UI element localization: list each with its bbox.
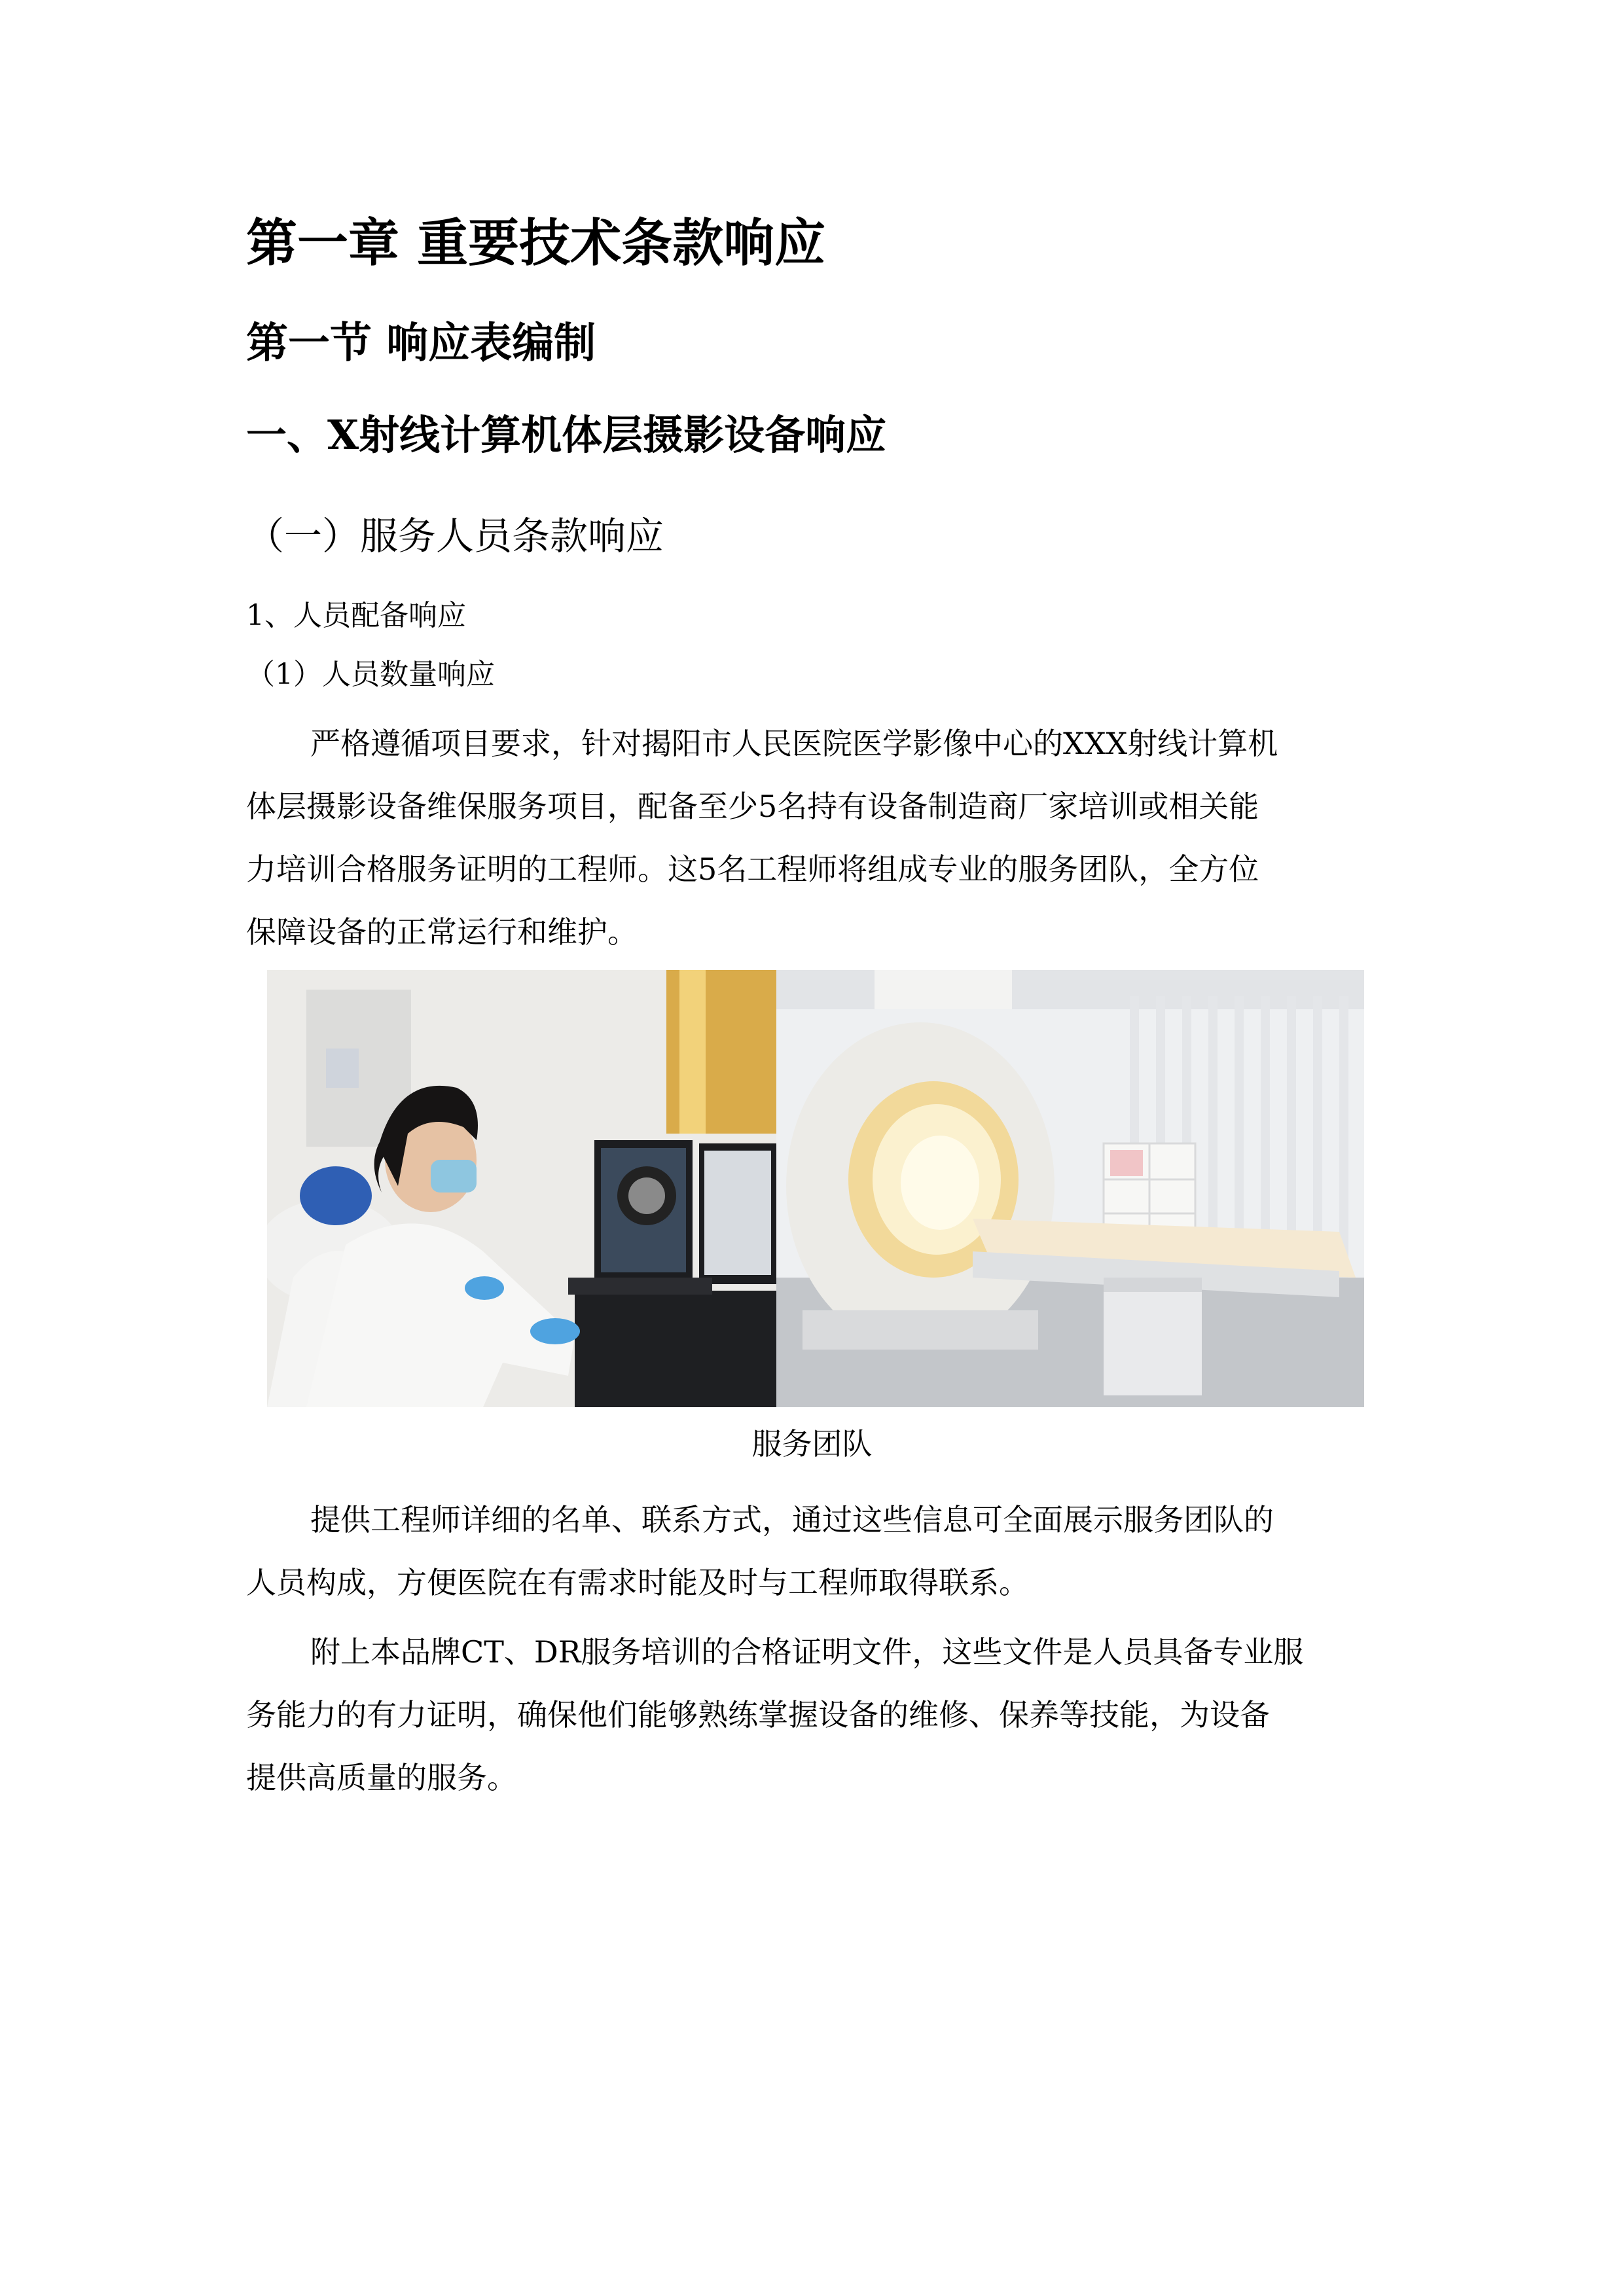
subsection-heading: 一、X射线计算机体层摄影设备响应 [246,411,887,459]
subitem-heading: 1、人员配备响应 [246,599,466,632]
figure-caption: 服务团队 [751,1426,873,1462]
photo-ct-scanner-room [776,970,1364,1407]
paragraph-line: 力培训合格服务证明的工程师。这5名工程师将组成专业的服务团队，全方位 [246,852,1259,887]
paragraph-line: 提供工程师详细的名单、联系方式，通过这些信息可全面展示服务团队的 [310,1502,1274,1537]
service-team-photo [267,970,1364,1407]
section-heading: 第一节 响应表编制 [246,319,596,368]
paragraph-line: 提供高质量的服务。 [246,1760,517,1795]
paragraph-line: 人员构成，方便医院在有需求时能及时与工程师取得联系。 [246,1565,1029,1600]
paragraph-line: 附上本品牌CT、DR服务培训的合格证明文件，这些文件是人员具备专业服 [310,1634,1304,1670]
chapter-heading: 第一章 重要技术条款响应 [246,213,826,273]
paragraph-line: 体层摄影设备维保服务项目，配备至少5名持有设备制造商厂家培训或相关能 [246,789,1259,824]
paragraph-line: 严格遵循项目要求，针对揭阳市人民医院医学影像中心的XXX射线计算机 [310,726,1278,761]
paragraph-line: 务能力的有力证明，确保他们能够熟练掌握设备的维修、保养等技能，为设备 [246,1697,1270,1732]
photo-engineers-at-workstation [267,970,776,1407]
subsubitem-heading: （1）人员数量响应 [246,658,495,691]
item-heading: （一）服务人员条款响应 [246,514,664,558]
engineers-illustration [267,970,776,1407]
paragraph-line: 保障设备的正常运行和维护。 [246,914,638,950]
ct-scanner-illustration [776,970,1364,1407]
